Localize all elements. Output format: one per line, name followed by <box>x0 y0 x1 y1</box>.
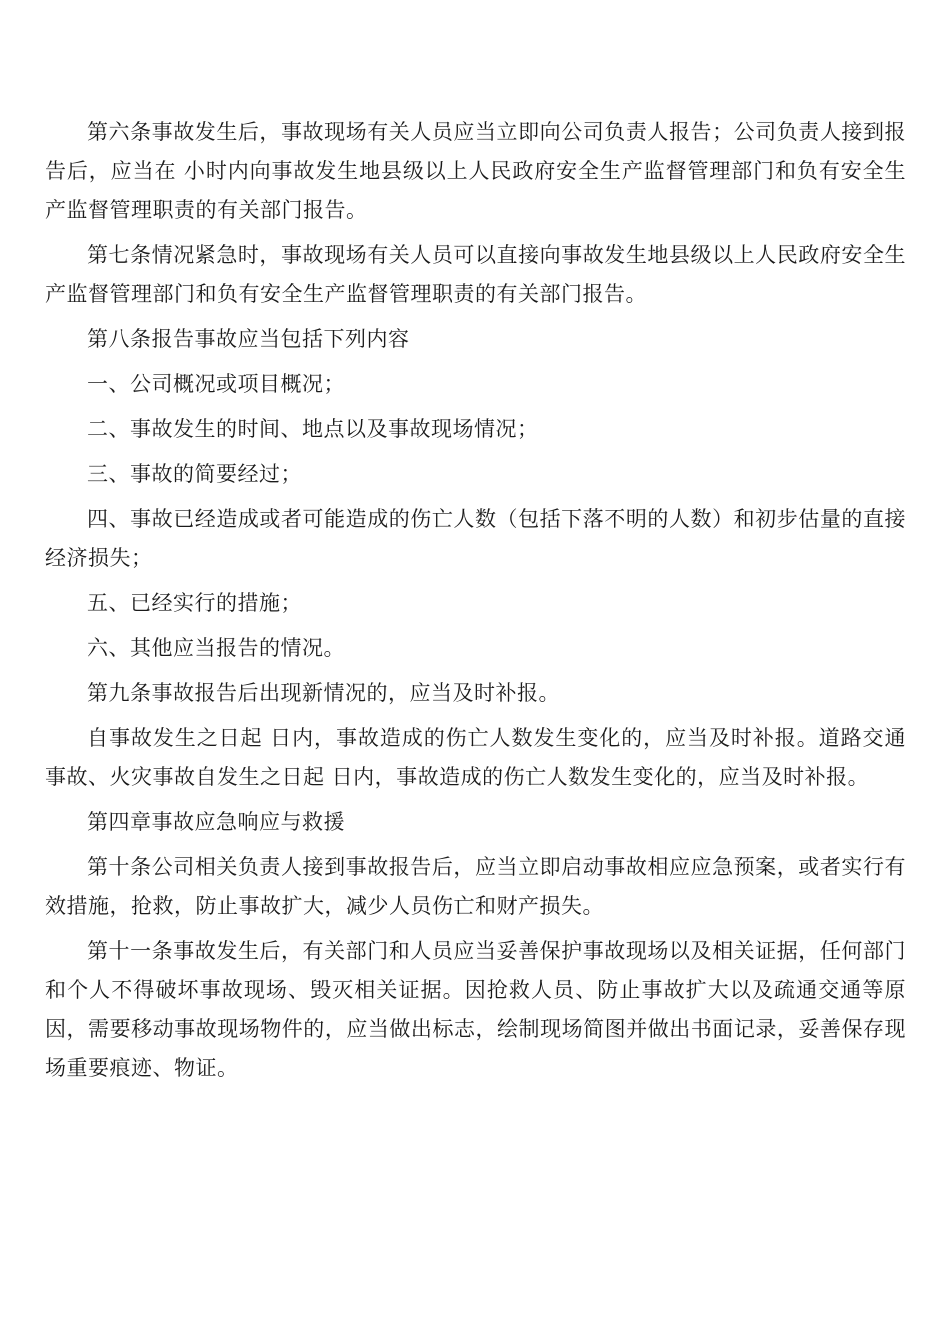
article-10-paragraph: 第十条公司相关负责人接到事故报告后，应当立即启动事故相应应急预案，或者实行有效措施，抢救，防止事故扩大，减少人员伤亡和财产损失。 <box>45 855 906 918</box>
list-item-1: 一、公司概况或项目概况； <box>87 372 345 396</box>
list-item-3: 三、事故的简要经过； <box>87 462 302 486</box>
article-11-paragraph: 第十一条事故发生后，有关部门和人员应当妥善保护事故现场以及相关证据，任何部门和个人不得破坏事故现场、毁灭相关证据。因抢救人员、防止事故扩大以及疏通交通等原因，需要移动事故现场物件的，应当做出标志，绘制现场简图并做出书面记录，妥善保存现场重要痕迹、物证。 <box>45 939 906 1080</box>
document-body <box>45 113 906 1094</box>
article-8-heading: 第八条报告事故应当包括下列内容 <box>87 327 410 351</box>
article-6-paragraph: 第六条事故发生后，事故现场有关人员应当立即向公司负责人报告；公司负责人接到报告后，应当在 小时内向事故发生地县级以上人民政府安全生产监督管理部门和负有安全生产监督管理职责的有关部门报告。 <box>45 120 906 222</box>
article-9-paragraph: 第九条事故报告后出现新情况的，应当及时补报。 <box>87 681 560 705</box>
list-item-4: 四、事故已经造成或者可能造成的伤亡人数（包括下落不明的人数）和初步估量的直接经济损失； <box>45 507 906 570</box>
article-7-paragraph: 第七条情况紧急时，事故现场有关人员可以直接向事故发生地县级以上人民政府安全生产监督管理部门和负有安全生产监督管理职责的有关部门报告。 <box>45 243 906 306</box>
chapter-4-heading: 第四章事故应急响应与救援 <box>87 810 345 834</box>
list-item-6: 六、其他应当报告的情况。 <box>87 636 345 660</box>
list-item-2: 二、事故发生的时间、地点以及事故现场情况； <box>87 417 539 441</box>
list-item-5: 五、已经实行的措施； <box>87 591 302 615</box>
supplementary-report-paragraph: 自事故发生之日起 日内，事故造成的伤亡人数发生变化的，应当及时补报。道路交通事故、火灾事故自发生之日起 日内，事故造成的伤亡人数发生变化的，应当及时补报。 <box>45 726 906 789</box>
